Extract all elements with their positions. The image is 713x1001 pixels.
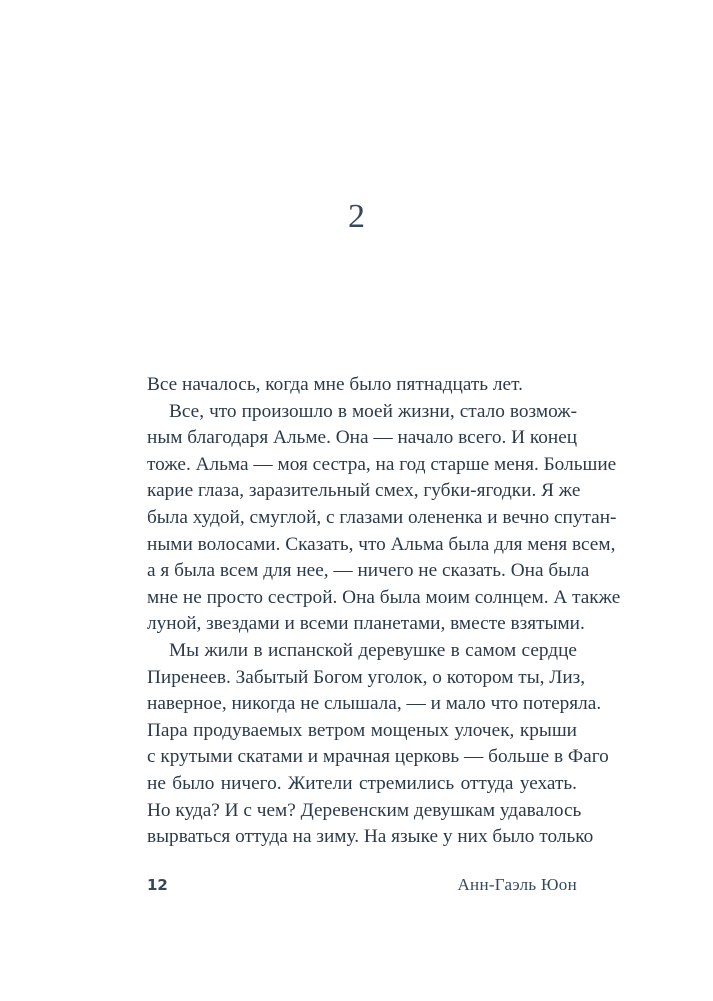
text-line: наверное, никогда не слышала, — и мало что потеряла. (147, 693, 602, 715)
page-footer (147, 875, 577, 899)
text-line: мне не просто сестрой. Она была моим солнцем. А также (147, 586, 621, 608)
text-line: Все началось, когда мне было пятнадцать лет. (147, 374, 523, 395)
text-line: вырваться оттуда на зиму. На языке у них было только (147, 826, 594, 848)
text-line: была худой, смуглой, с глазами олененка и вечно спутан- (147, 506, 617, 528)
text-line: не было ничего. Жители стремились оттуда уехать. (147, 772, 577, 794)
author-name: Анн-Гаэль Юон (457, 875, 577, 894)
text-line: Но куда? И с чем? Деревенским девушкам удавалось (147, 799, 582, 821)
text-line: а я была всем для нее, — ничего не сказать. Она была (147, 560, 590, 582)
text-line: луной, звездами и всеми планетами, вместе взятыми. (147, 613, 585, 635)
body-text (147, 372, 621, 851)
text-line: Мы жили в испанской деревушке в самом сердце (169, 639, 577, 661)
text-line: Пара продуваемых ветром мощеных улочек, крыши (147, 719, 577, 741)
text-line: Пиренеев. Забытый Богом уголок, о котором ты, Лиз, (147, 666, 586, 688)
text-line: тоже. Альма — моя сестра, на год старше меня. Большие (147, 453, 617, 475)
text-line: ным благодаря Альме. Она — начало всего. И конец (147, 427, 578, 449)
chapter-number: 2 (348, 198, 365, 235)
text-line: Все, что произошло в моей жизни, стало возмож- (169, 400, 577, 422)
text-line: ными волосами. Сказать, что Альма была для меня всем, (147, 533, 616, 555)
page-number: 12 (147, 876, 168, 894)
text-line: карие глаза, заразительный смех, губки-ягодки. Я же (147, 480, 581, 502)
text-line: с крутыми скатами и мрачная церковь — больше в Фаго (147, 746, 609, 768)
